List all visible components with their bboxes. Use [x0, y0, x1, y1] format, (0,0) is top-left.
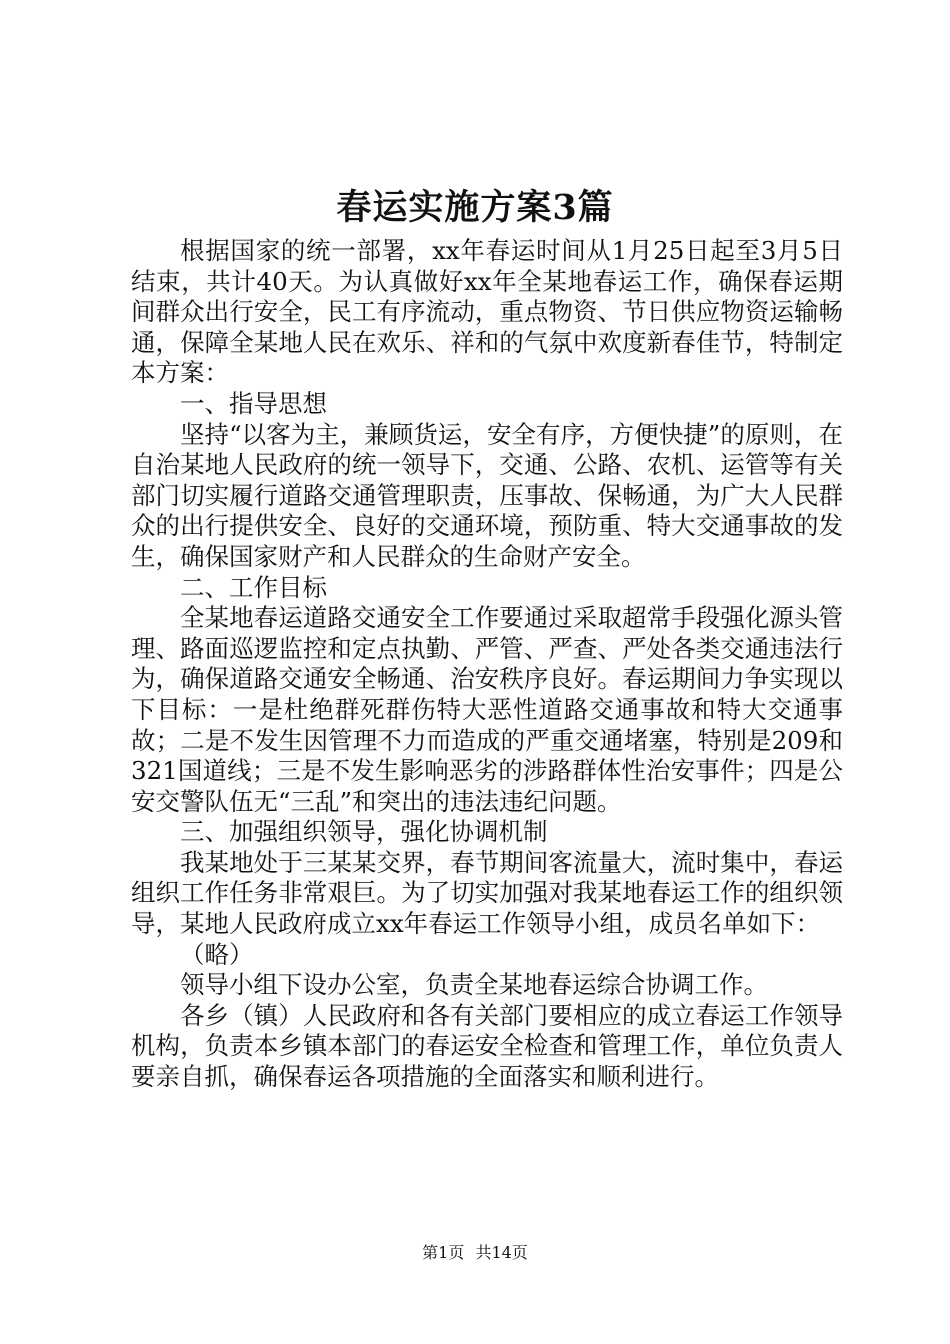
document-body: [131, 236, 843, 1093]
document-title: 春运实施方案3篇: [336, 187, 614, 228]
section-heading-work-goals: 二、工作目标: [180, 572, 327, 602]
section-heading-organization: 三、加强组织领导，强化协调机制: [180, 817, 548, 847]
paragraph-guiding-thought: 坚持“以客为主，兼顾货运，安全有序，方便快捷”的原则，在自治某地人民政府的统一领导下，交通、公路、农机、运管等有关部门切实履行道路交通管理职责，压事故、保畅通，为广大人民群众的出行提供安全、良好的交通环境，预防重、特大交通事故的发生，确保国家财产和人民群众的生命财产安全。: [131, 419, 843, 571]
paragraph-office: 领导小组下设办公室，负责全某地春运综合协调工作。: [180, 970, 768, 1000]
paragraph-work-goals: 全某地春运道路交通安全工作要通过采取超常手段强化源头管理、路面巡逻监控和定点执勤、严管、严查、严处各类交通违法行为，确保道路交通安全畅通、治安秩序良好。春运期间力争实现以下目标：一是杜绝群死群伤特大恶性道路交通事故和特大交通事故；二是不发生因管理不力而造成的严重交通堵塞，特别是209和321国道线；三是不发生影响恶劣的涉路群体性治安事件；四是公安交警队伍无“三乱”和突出的违法违纪问题。: [131, 603, 843, 816]
page-number-footer: 第1页 共14页: [422, 1243, 528, 1262]
paragraph-organization: 我某地处于三某某交界，春节期间客流量大，流时集中，春运组织工作任务非常艰巨。为了切实加强对我某地春运工作的组织领导，某地人民政府成立xx年春运工作领导小组，成员名单如下：: [131, 847, 843, 939]
section-heading-guiding-thought: 一、指导思想: [180, 388, 327, 418]
paragraph-townships: 各乡（镇）人民政府和各有关部门要相应的成立春运工作领导机构，负责本乡镇本部门的春运安全检查和管理工作，单位负责人要亲自抓，确保春运各项措施的全面落实和顺利进行。: [131, 1000, 843, 1092]
paragraph-intro: 根据国家的统一部署，xx年春运时间从1月25日起至3月5日结束，共计40天。为认真做好xx年全某地春运工作，确保春运期间群众出行安全，民工有序流动，重点物资、节日供应物资运输畅通，保障全某地人民在欢乐、祥和的气氛中欢度新春佳节，特制定本方案：: [131, 236, 843, 388]
paragraph-omitted: （略）: [180, 939, 254, 969]
